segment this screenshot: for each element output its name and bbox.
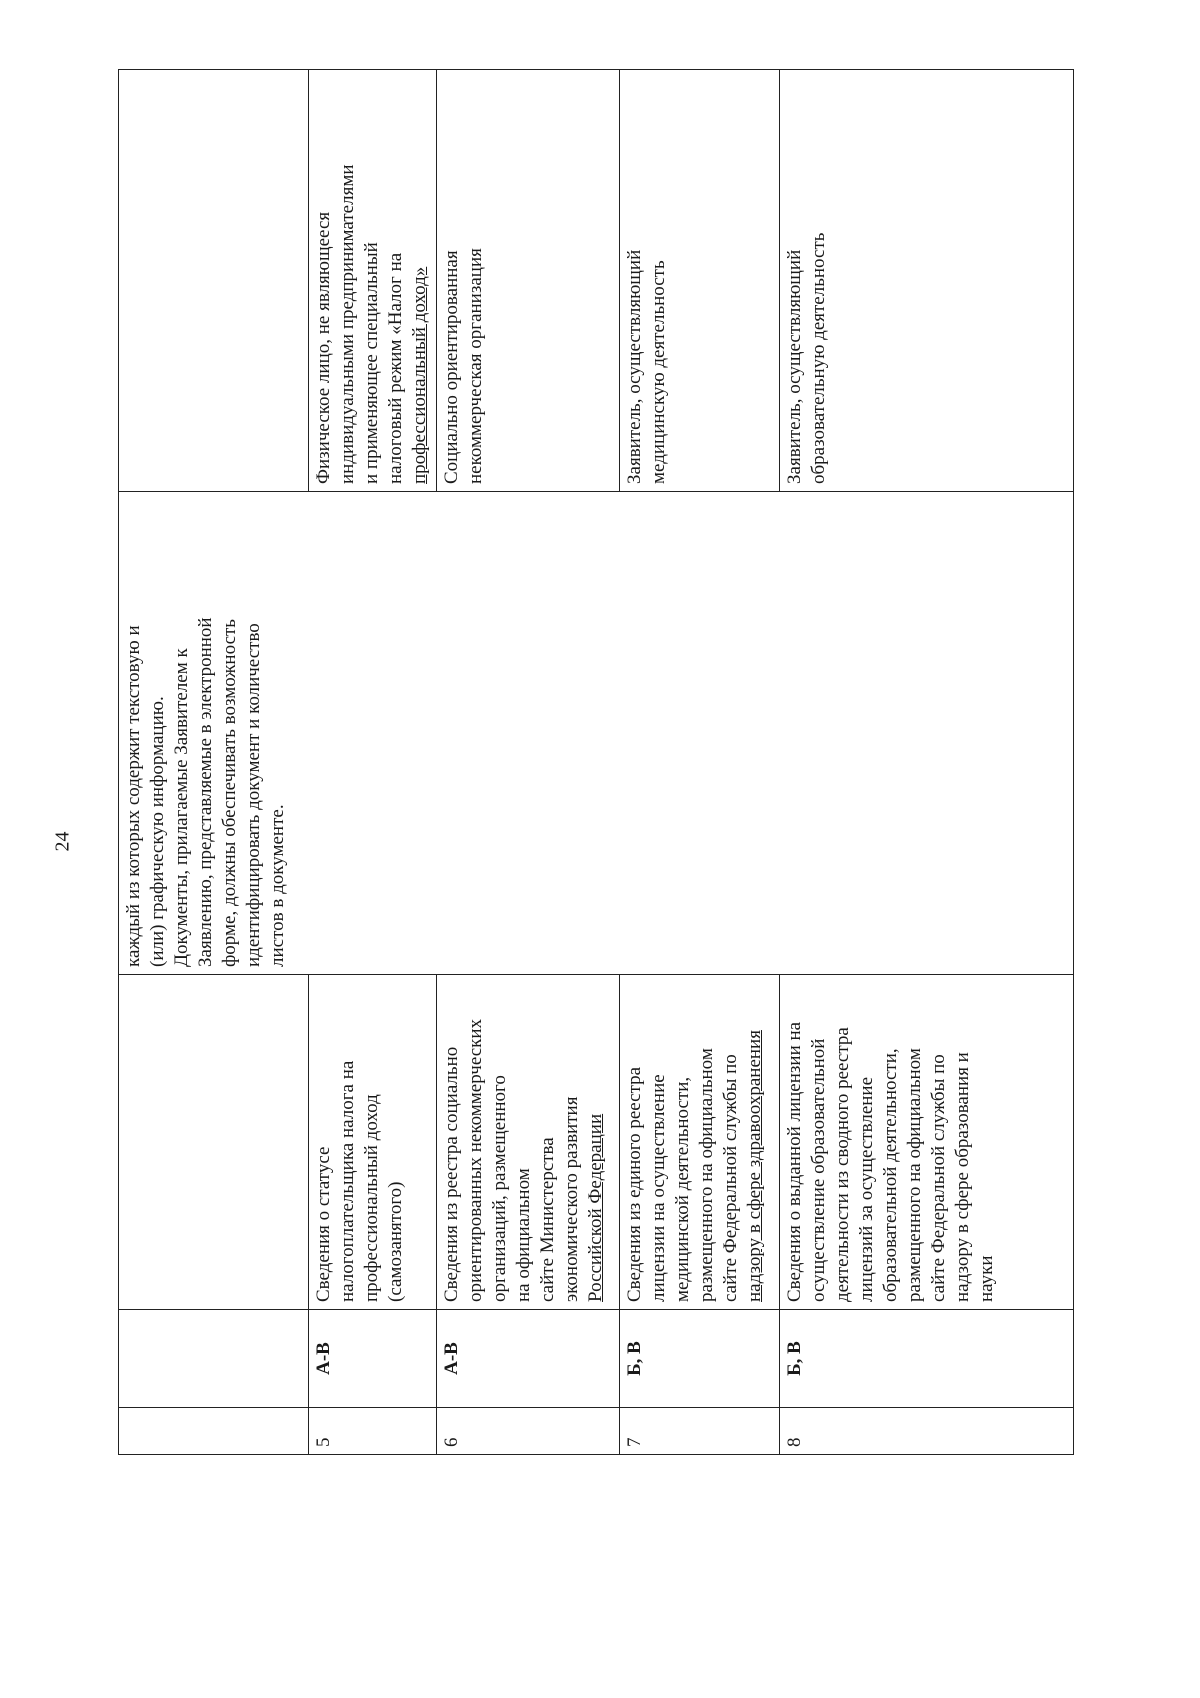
requirements-line: листов в документе. [267,804,288,967]
applicant-line: и применяющее специальный [361,242,382,484]
document-line: науки [976,1255,997,1302]
document-line: размещенного на официальном [696,1048,717,1302]
row-applicant [437,70,620,492]
document-line: деятельности из сводного реестра [832,1027,853,1302]
document-line: налогоплательщика налога на [337,1060,358,1302]
document-line: сайте Федеральной службы по [928,1054,949,1302]
cell-document-empty [119,975,309,1310]
row-document [780,975,1074,1310]
document-line: надзору в сфере образования и [952,1052,973,1302]
document-line: (самозанятого) [385,1181,406,1302]
cell-applicant-empty [119,70,309,492]
applicant-line: медицинскую деятельность [648,260,669,484]
row-document [620,975,780,1310]
document-line: размещенного на официальном [904,1048,925,1302]
applicant-line: образовательную деятельность [808,232,829,484]
applicant-line: Социально ориентированная [441,250,462,484]
row-group: А-В [309,1310,437,1408]
document-line: надзору в сфере здравоохранения [744,1030,765,1302]
document-line: Российской Федерации [585,1113,606,1302]
applicant-line: некоммерческая организация [465,248,486,484]
document-line: ориентированных некоммерческих [465,1018,486,1302]
document-line: осуществление образовательной [808,1038,829,1302]
page-number: 24 [51,831,74,852]
row-group: А-В [437,1310,620,1408]
table-row-continuation [119,70,309,1455]
applicant-line: Заявитель, осуществляющий [624,249,645,484]
document-line: образовательной деятельности, [880,1048,901,1302]
document-line: лицензий за осуществление [856,1076,877,1302]
document-line: медицинской деятельности, [672,1076,693,1302]
row-number: 8 [780,1408,1074,1455]
row-number: 6 [437,1408,620,1455]
row-group: Б, В [780,1310,1074,1408]
row-document [437,975,620,1310]
document-line: Сведения о выданной лицензии на [784,1021,805,1302]
document-line: лицензии на осуществление [648,1074,669,1302]
document-line: Сведения из реестра социально [441,1046,462,1302]
document-line: сайте Министерства [537,1137,558,1302]
document-line: организаций, размещенного [489,1075,510,1302]
document-line: экономического развития [561,1096,582,1302]
document-line: профессиональный доход [361,1094,382,1302]
requirements-line: каждый из которых содержит текстовую и [123,625,144,967]
document-line: сайте Федеральной службы по [720,1054,741,1302]
requirements-line: форме, должны обеспечивать возможность [219,619,240,967]
applicant-line: налоговый режим «Налог на [385,252,406,484]
document-line: на официальном [513,1168,534,1302]
row-number: 7 [620,1408,780,1455]
requirements-line: (или) графическую информацию. [147,696,168,967]
cell-num-empty [119,1408,309,1455]
row-document [309,975,437,1310]
row-number: 5 [309,1408,437,1455]
cell-group-empty [119,1310,309,1408]
row-group: Б, В [620,1310,780,1408]
row-applicant [309,70,437,492]
applicant-line: Физическое лицо, не являющееся [313,211,334,484]
document-line: Сведения о статусе [313,1146,334,1302]
requirements-line: Заявлению, представляемые в электронной [195,617,216,967]
cell-requirements-text [119,492,1074,975]
requirements-line: Документы, прилагаемые Заявителем к [171,648,192,967]
applicant-line: профессиональный доход» [409,266,430,484]
row-applicant [620,70,780,492]
document-line: Сведения из единого реестра [624,1066,645,1302]
rotated-table-wrapper [118,70,1073,1455]
requirements-line: идентифицировать документ и количество [243,623,264,967]
applicant-line: индивидуальными предпринимателями [337,164,358,484]
requirements-table [118,69,1074,1455]
row-applicant [780,70,1074,492]
applicant-line: Заявитель, осуществляющий [784,249,805,484]
